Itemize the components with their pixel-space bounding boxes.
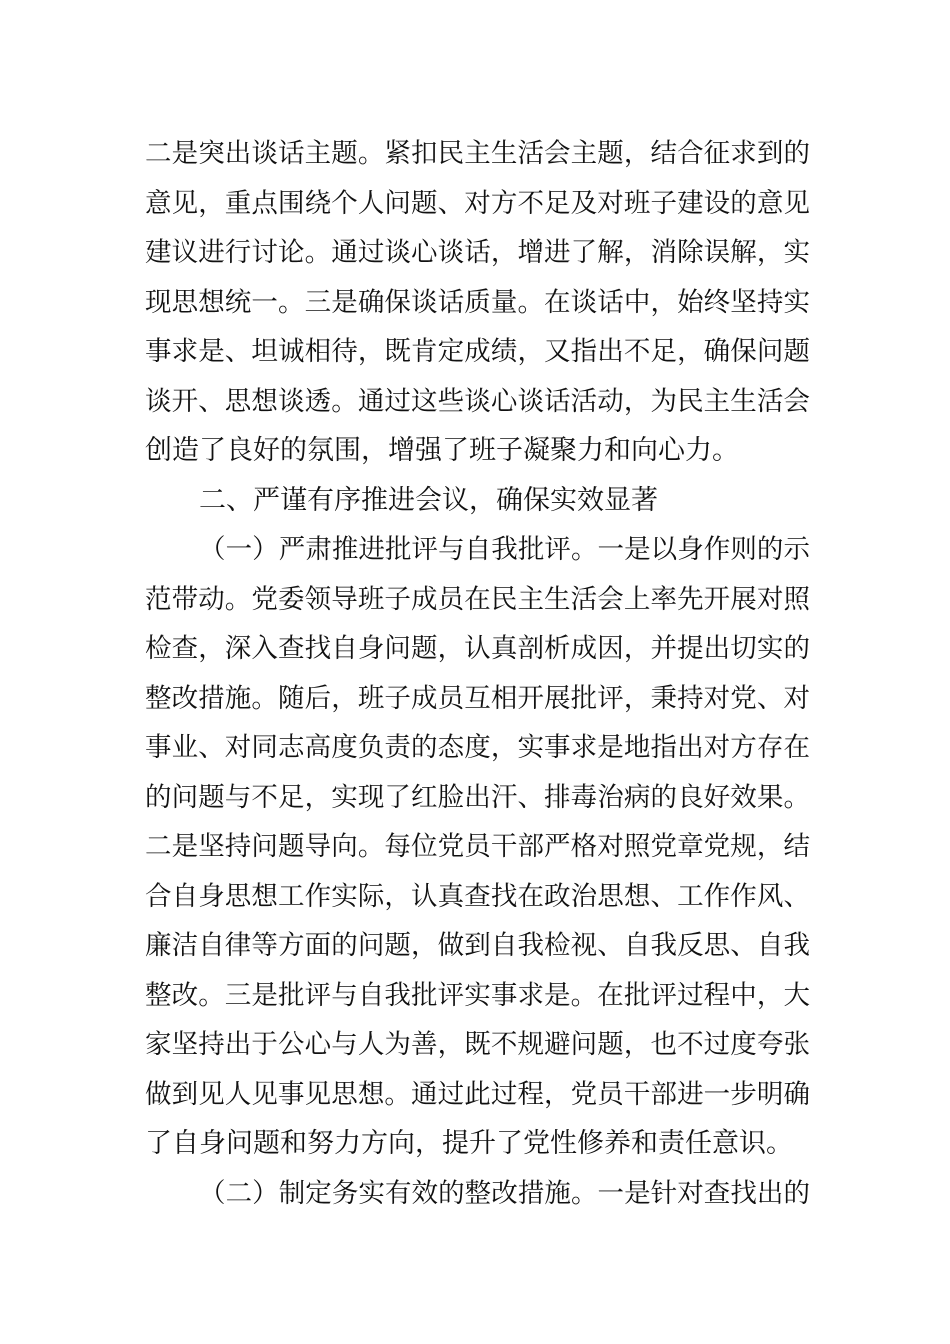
body-line: 做到见人见事见思想。通过此过程，党员干部进一步明确: [145, 1078, 810, 1110]
body-line: 二是坚持问题导向。每位党员干部严格对照党章党规，结: [145, 831, 810, 862]
body-line: 了自身问题和努力方向，提升了党性修养和责任意识。: [145, 1128, 793, 1159]
document-body: [145, 129, 810, 1218]
body-line: 二是突出谈话主题。紧扣民主生活会主题，结合征求到的: [145, 138, 810, 169]
body-line: 事求是、坦诚相待，既肯定成绩，又指出不足，确保问题: [145, 336, 810, 367]
body-line: 的问题与不足，实现了红脸出汗、排毒治病的良好效果。: [145, 781, 810, 813]
body-line: 建议进行讨论。通过谈心谈话，增进了解，消除误解，实: [145, 237, 810, 268]
body-line: 合自身思想工作实际，认真查找在政治思想、工作作风、: [145, 880, 810, 912]
subsection-heading-line: （二）制定务实有效的整改措施。一是针对查找出的: [199, 1177, 810, 1209]
body-line: 创造了良好的氛围，增强了班子凝聚力和向心力。: [145, 435, 739, 466]
body-line: 事业、对同志高度负责的态度，实事求是地指出对方存在: [145, 732, 810, 763]
body-line: 整改措施。随后，班子成员互相开展批评，秉持对党、对: [145, 682, 810, 714]
body-line: 检查，深入查找自身问题，认真剖析成因，并提出切实的: [145, 633, 810, 664]
subsection-heading-line: （一）严肃推进批评与自我批评。一是以身作则的示: [199, 534, 810, 565]
body-line: 现思想统一。三是确保谈话质量。在谈话中，始终坚持实: [145, 286, 810, 318]
body-line: 廉洁自律等方面的问题，做到自我检视、自我反思、自我: [145, 930, 810, 961]
body-line: 家坚持出于公心与人为善，既不规避问题，也不过度夸张: [145, 1029, 810, 1060]
body-line: 范带动。党委领导班子成员在民主生活会上率先开展对照: [145, 583, 810, 615]
body-line: 谈开、思想谈透。通过这些谈心谈话活动，为民主生活会: [145, 385, 810, 417]
section-heading: 二、严谨有序推进会议，确保实效显著: [199, 484, 658, 516]
body-line: 意见，重点围绕个人问题、对方不足及对班子建设的意见: [145, 187, 810, 219]
body-line: 整改。三是批评与自我批评实事求是。在批评过程中，大: [145, 979, 810, 1011]
